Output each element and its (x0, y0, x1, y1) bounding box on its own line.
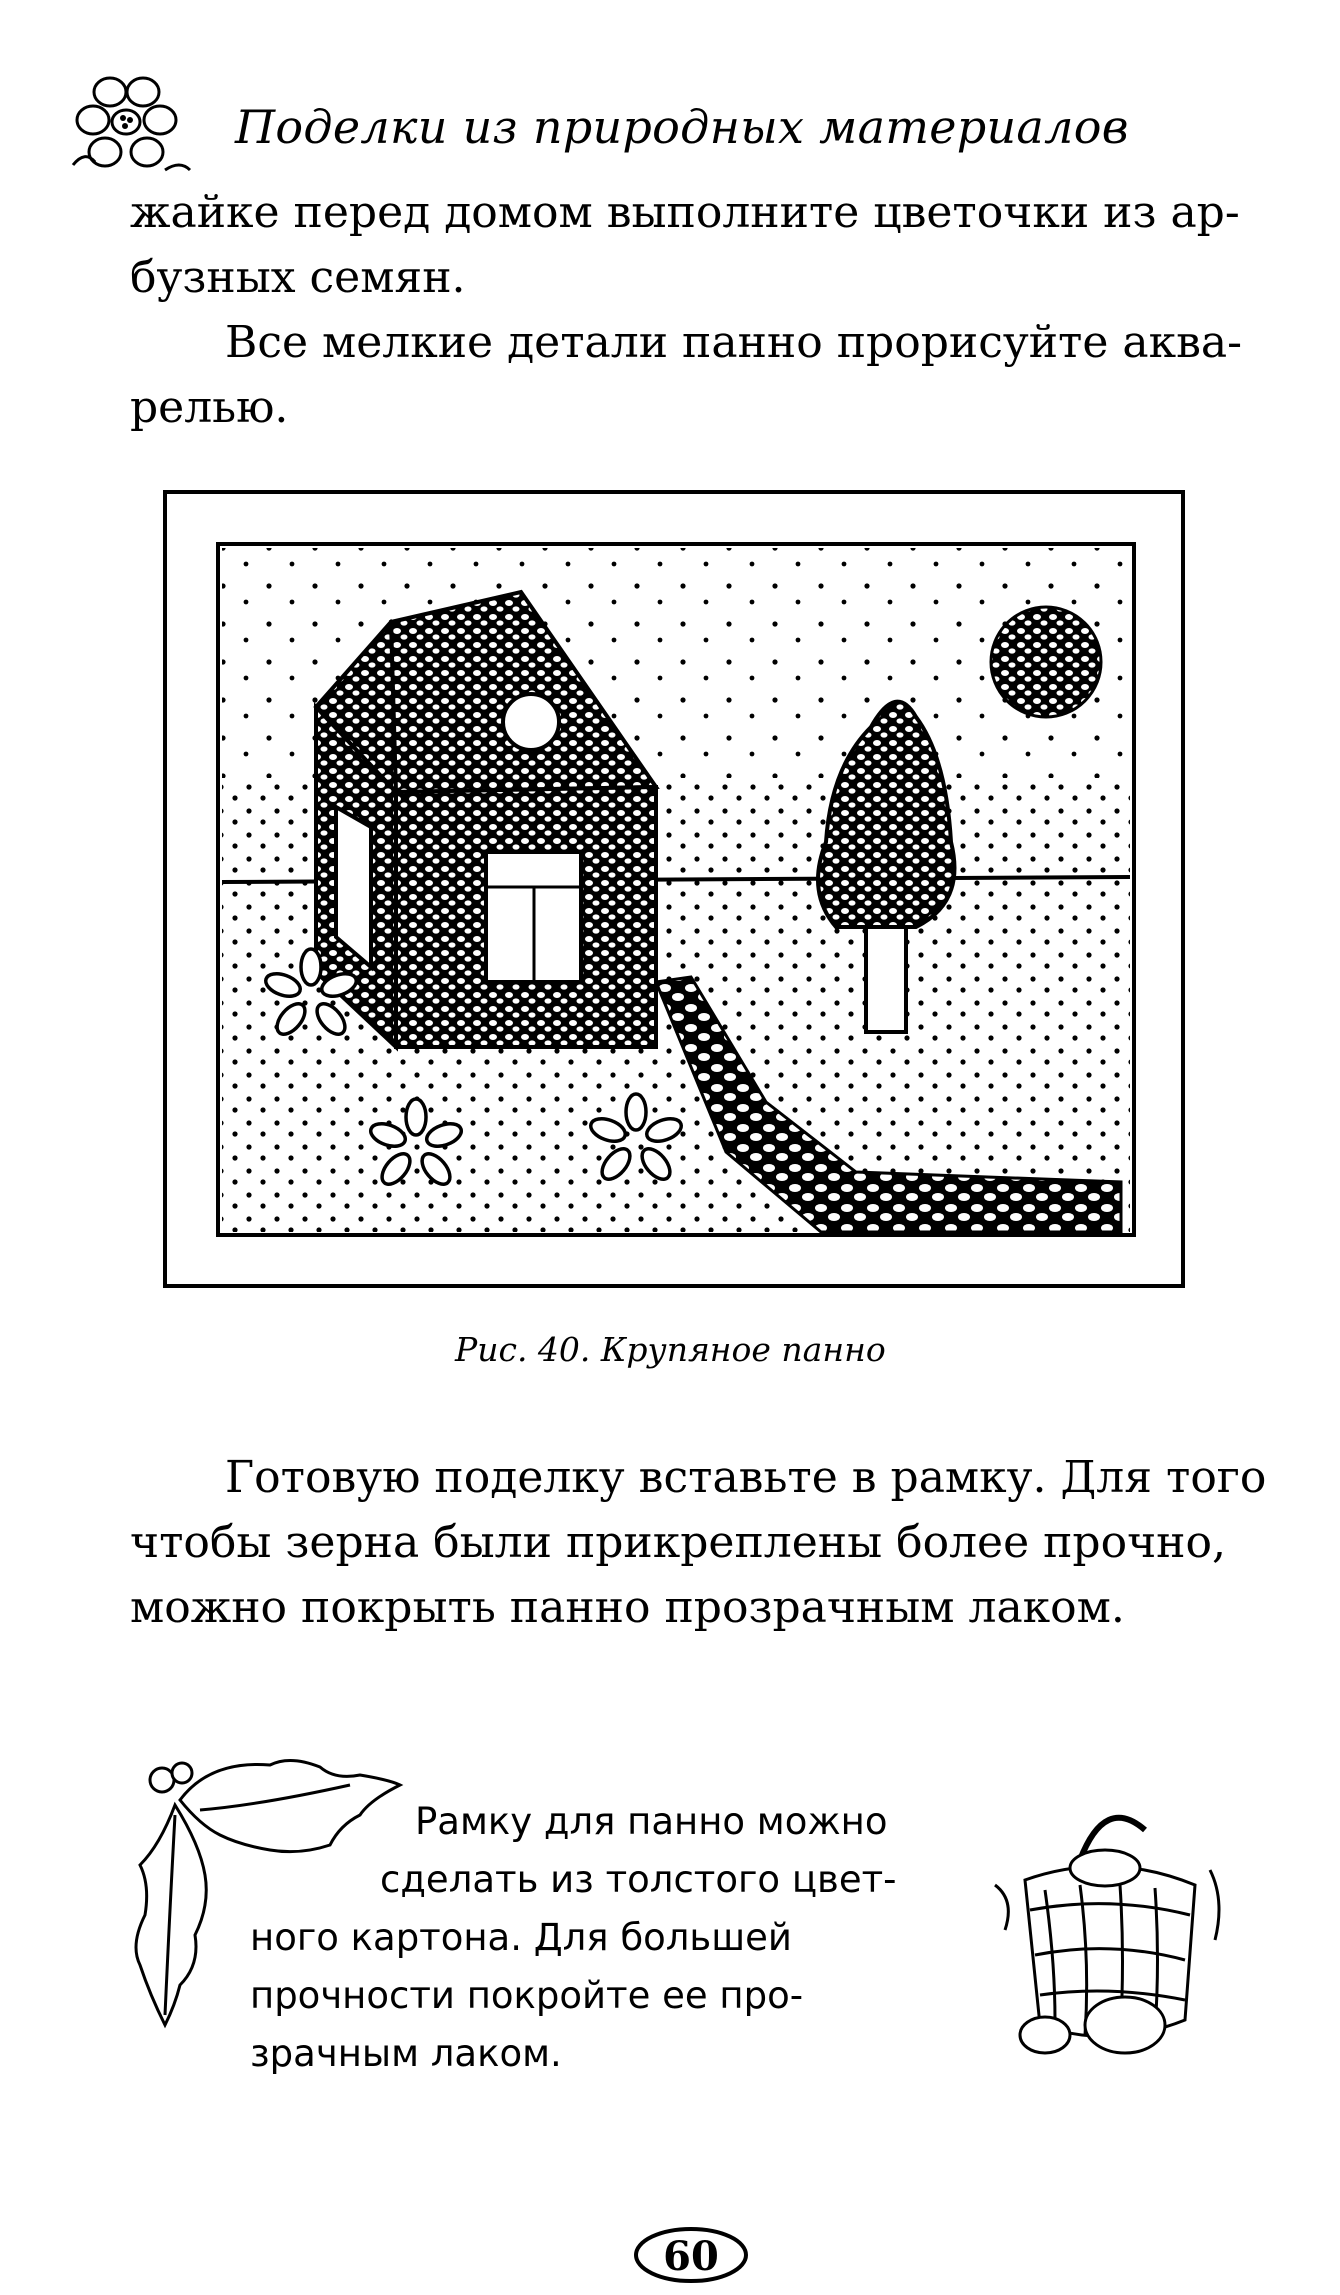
text-line: чтобы зерна были прикреплены более прочно, (130, 1517, 1226, 1568)
figure-caption: Рис. 40. Крупяное панно (455, 1330, 886, 1369)
tip-line: зрачным лаком. (250, 2032, 562, 2075)
text-line: бузных семян. (130, 252, 466, 303)
text-line: жайке перед домом выполните цветочки из ар- (130, 187, 1240, 238)
tip-line: Рамку для панно можно (415, 1800, 888, 1843)
text-line: Все мелкие детали панно прорисуйте аква- (225, 317, 1243, 368)
tip-line: прочности покройте ее про- (250, 1974, 804, 2017)
mushroom-basket-icon (985, 1790, 1235, 2065)
page-number: 60 (663, 2233, 719, 2280)
page-header (55, 70, 1305, 180)
text-line: релью. (130, 382, 289, 433)
tip-line: ного картона. Для большей (250, 1916, 792, 1959)
text-line: Готовую поделку вставьте в рамку. Для того (225, 1452, 1267, 1503)
tip-line: сделать из толстого цвет- (380, 1858, 897, 1901)
grain-panel-house-illustration (216, 542, 1136, 1237)
text-line: можно покрыть панно прозрачным лаком. (130, 1582, 1125, 1633)
flower-icon (65, 70, 200, 180)
running-title: Поделки из природных материалов (235, 100, 1129, 154)
page-number-badge (632, 2225, 750, 2285)
